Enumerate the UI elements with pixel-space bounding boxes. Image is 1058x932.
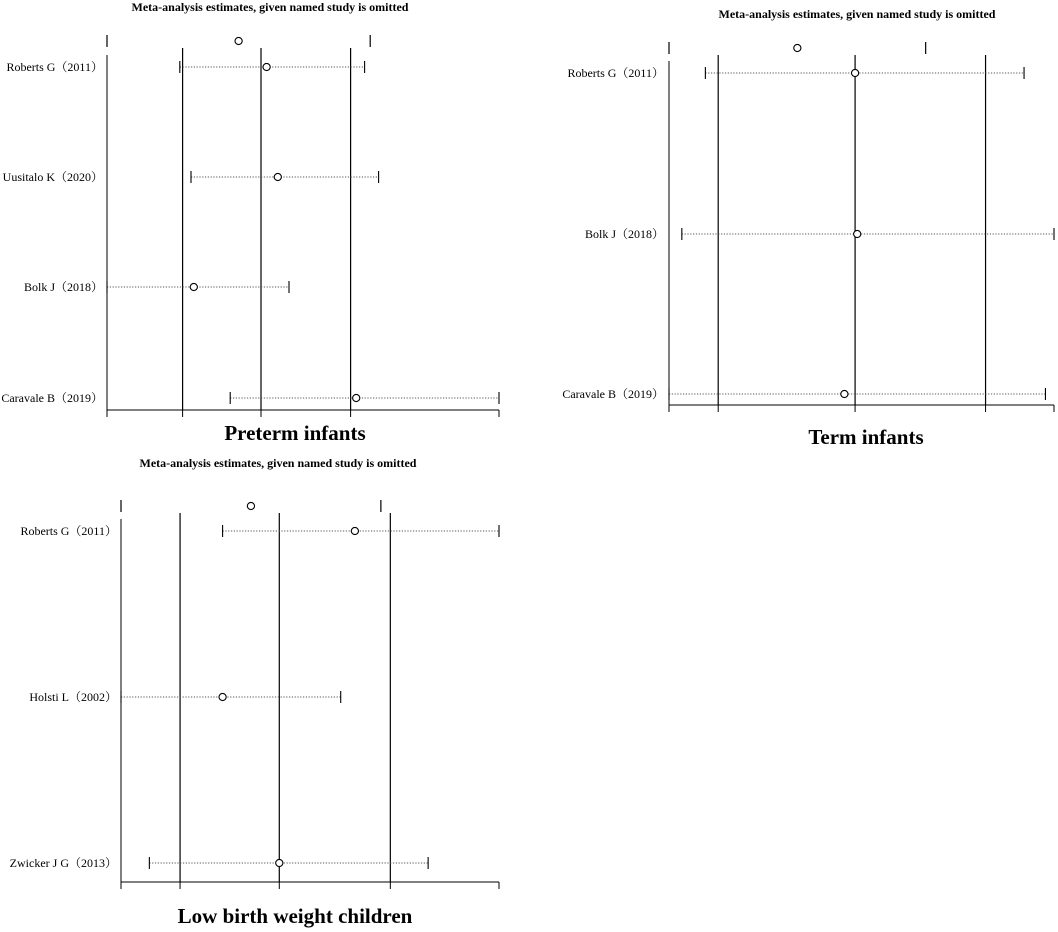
study-label: Bolk J（2018） bbox=[584, 227, 664, 241]
study-label: Caravale B（2019） bbox=[1, 391, 103, 405]
panel-title: Meta-analysis estimates, given named study is omitted bbox=[718, 7, 996, 21]
panel-preterm bbox=[1, 0, 499, 445]
study-label: Zwicker J G（2013） bbox=[9, 856, 117, 870]
panel-lbw bbox=[10, 456, 499, 928]
study-label: Holsti L（2002） bbox=[29, 690, 117, 704]
study-estimate-point bbox=[263, 63, 270, 70]
study-estimate-point bbox=[190, 283, 197, 290]
study-label: Roberts G（2011） bbox=[20, 524, 117, 538]
study-label: Roberts G（2011） bbox=[6, 60, 103, 74]
study-estimate-point bbox=[854, 230, 861, 237]
study-label: Caravale B（2019） bbox=[562, 387, 664, 401]
panel-caption: Low birth weight children bbox=[177, 904, 413, 928]
study-estimate-point bbox=[219, 693, 226, 700]
study-estimate-point bbox=[353, 394, 360, 401]
summary-estimate-point bbox=[247, 502, 254, 509]
study-label: Bolk J（2018） bbox=[23, 280, 103, 294]
study-label: Roberts G（2011） bbox=[567, 66, 664, 80]
summary-estimate-point bbox=[794, 44, 801, 51]
study-estimate-point bbox=[274, 173, 281, 180]
study-estimate-point bbox=[851, 69, 858, 76]
study-estimate-point bbox=[276, 859, 283, 866]
study-label: Uusitalo K（2020） bbox=[2, 170, 103, 184]
panel-caption: Preterm infants bbox=[224, 421, 366, 445]
summary-estimate-point bbox=[235, 37, 242, 44]
panel-caption: Term infants bbox=[808, 425, 924, 449]
study-estimate-point bbox=[351, 527, 358, 534]
panel-term bbox=[562, 7, 1054, 449]
panel-title: Meta-analysis estimates, given named study is omitted bbox=[131, 0, 409, 14]
panel-title: Meta-analysis estimates, given named study is omitted bbox=[139, 456, 417, 470]
study-estimate-point bbox=[841, 390, 848, 397]
